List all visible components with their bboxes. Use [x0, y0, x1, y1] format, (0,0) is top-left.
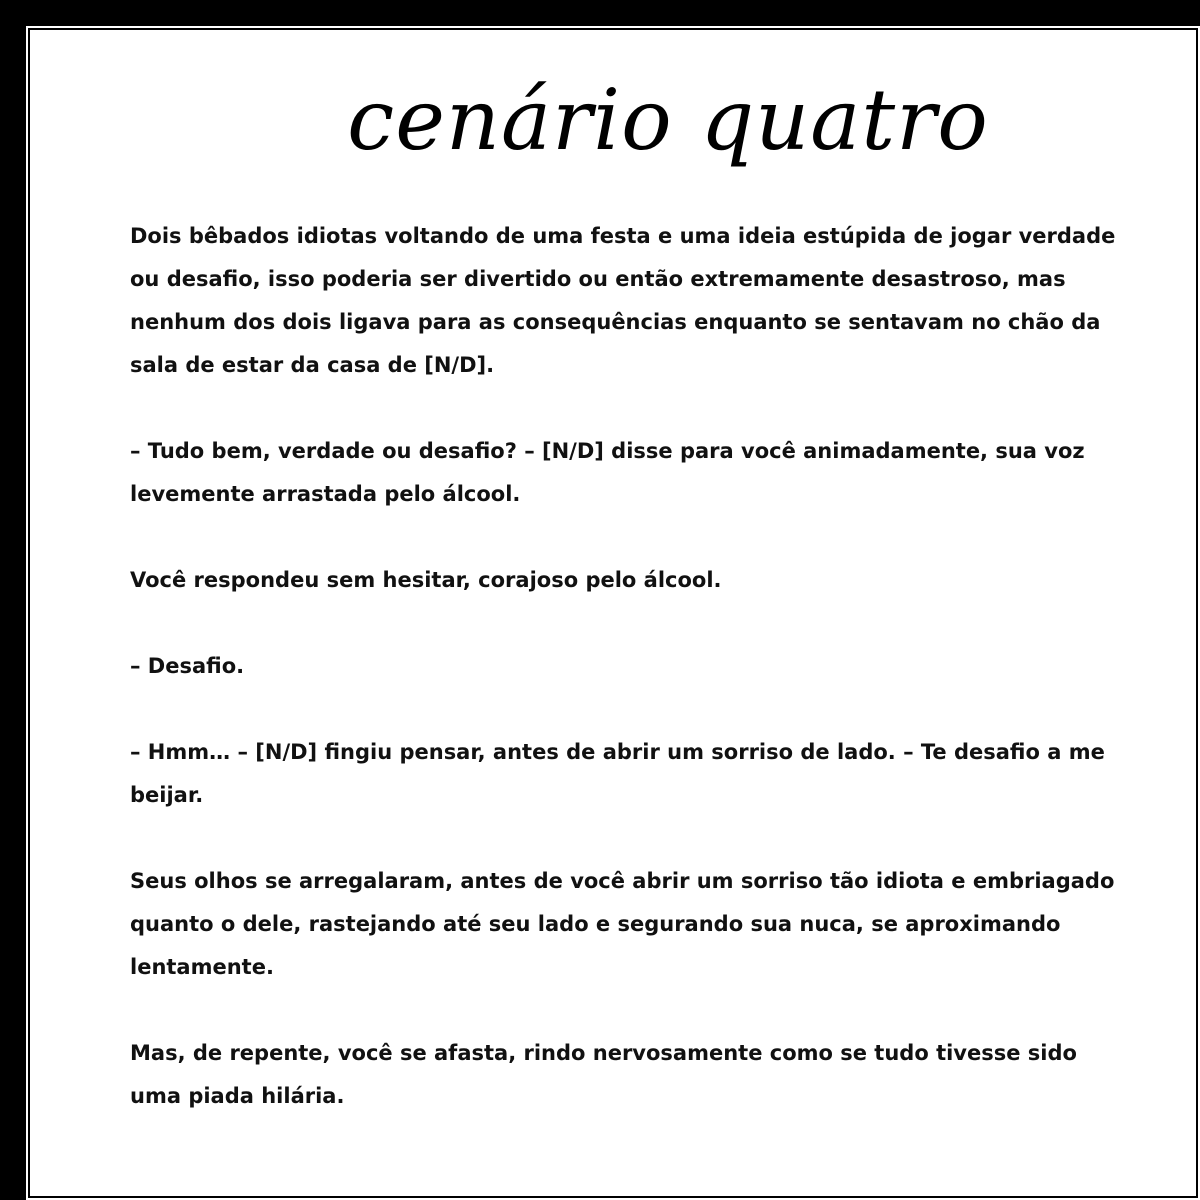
page-title: cenário quatro	[347, 71, 989, 169]
paragraph: Dois bêbados idiotas voltando de uma festa e uma ideia estúpida de jogar verdade ou desafio, isso poderia ser divertido ou então extremamente desastroso, mas nenhum dos dois ligava para as consequências enquanto se sentavam no chão da sala de estar da casa de [N/D].	[130, 224, 1116, 377]
page	[30, 30, 1196, 1196]
paragraph: Você respondeu sem hesitar, corajoso pelo álcool.	[130, 568, 722, 592]
story-text	[130, 215, 1130, 1161]
paragraph: – Tudo bem, verdade ou desafio? – [N/D] disse para você animadamente, sua voz levemente arrastada pelo álcool.	[130, 439, 1085, 506]
paragraph: – Desafio.	[130, 654, 245, 678]
paragraph: – Hmm… – [N/D] fingiu pensar, antes de abrir um sorriso de lado. – Te desafio a me beijar.	[130, 740, 1105, 807]
paragraph: Seus olhos se arregalaram, antes de você abrir um sorriso tão idiota e embriagado quanto o dele, rastejando até seu lado e segurando sua nuca, se aproximando lentamente.	[130, 869, 1115, 979]
paragraph: Mas, de repente, você se afasta, rindo nervosamente como se tudo tivesse sido uma piada hilária.	[130, 1041, 1077, 1108]
inner-border	[26, 26, 1200, 1200]
